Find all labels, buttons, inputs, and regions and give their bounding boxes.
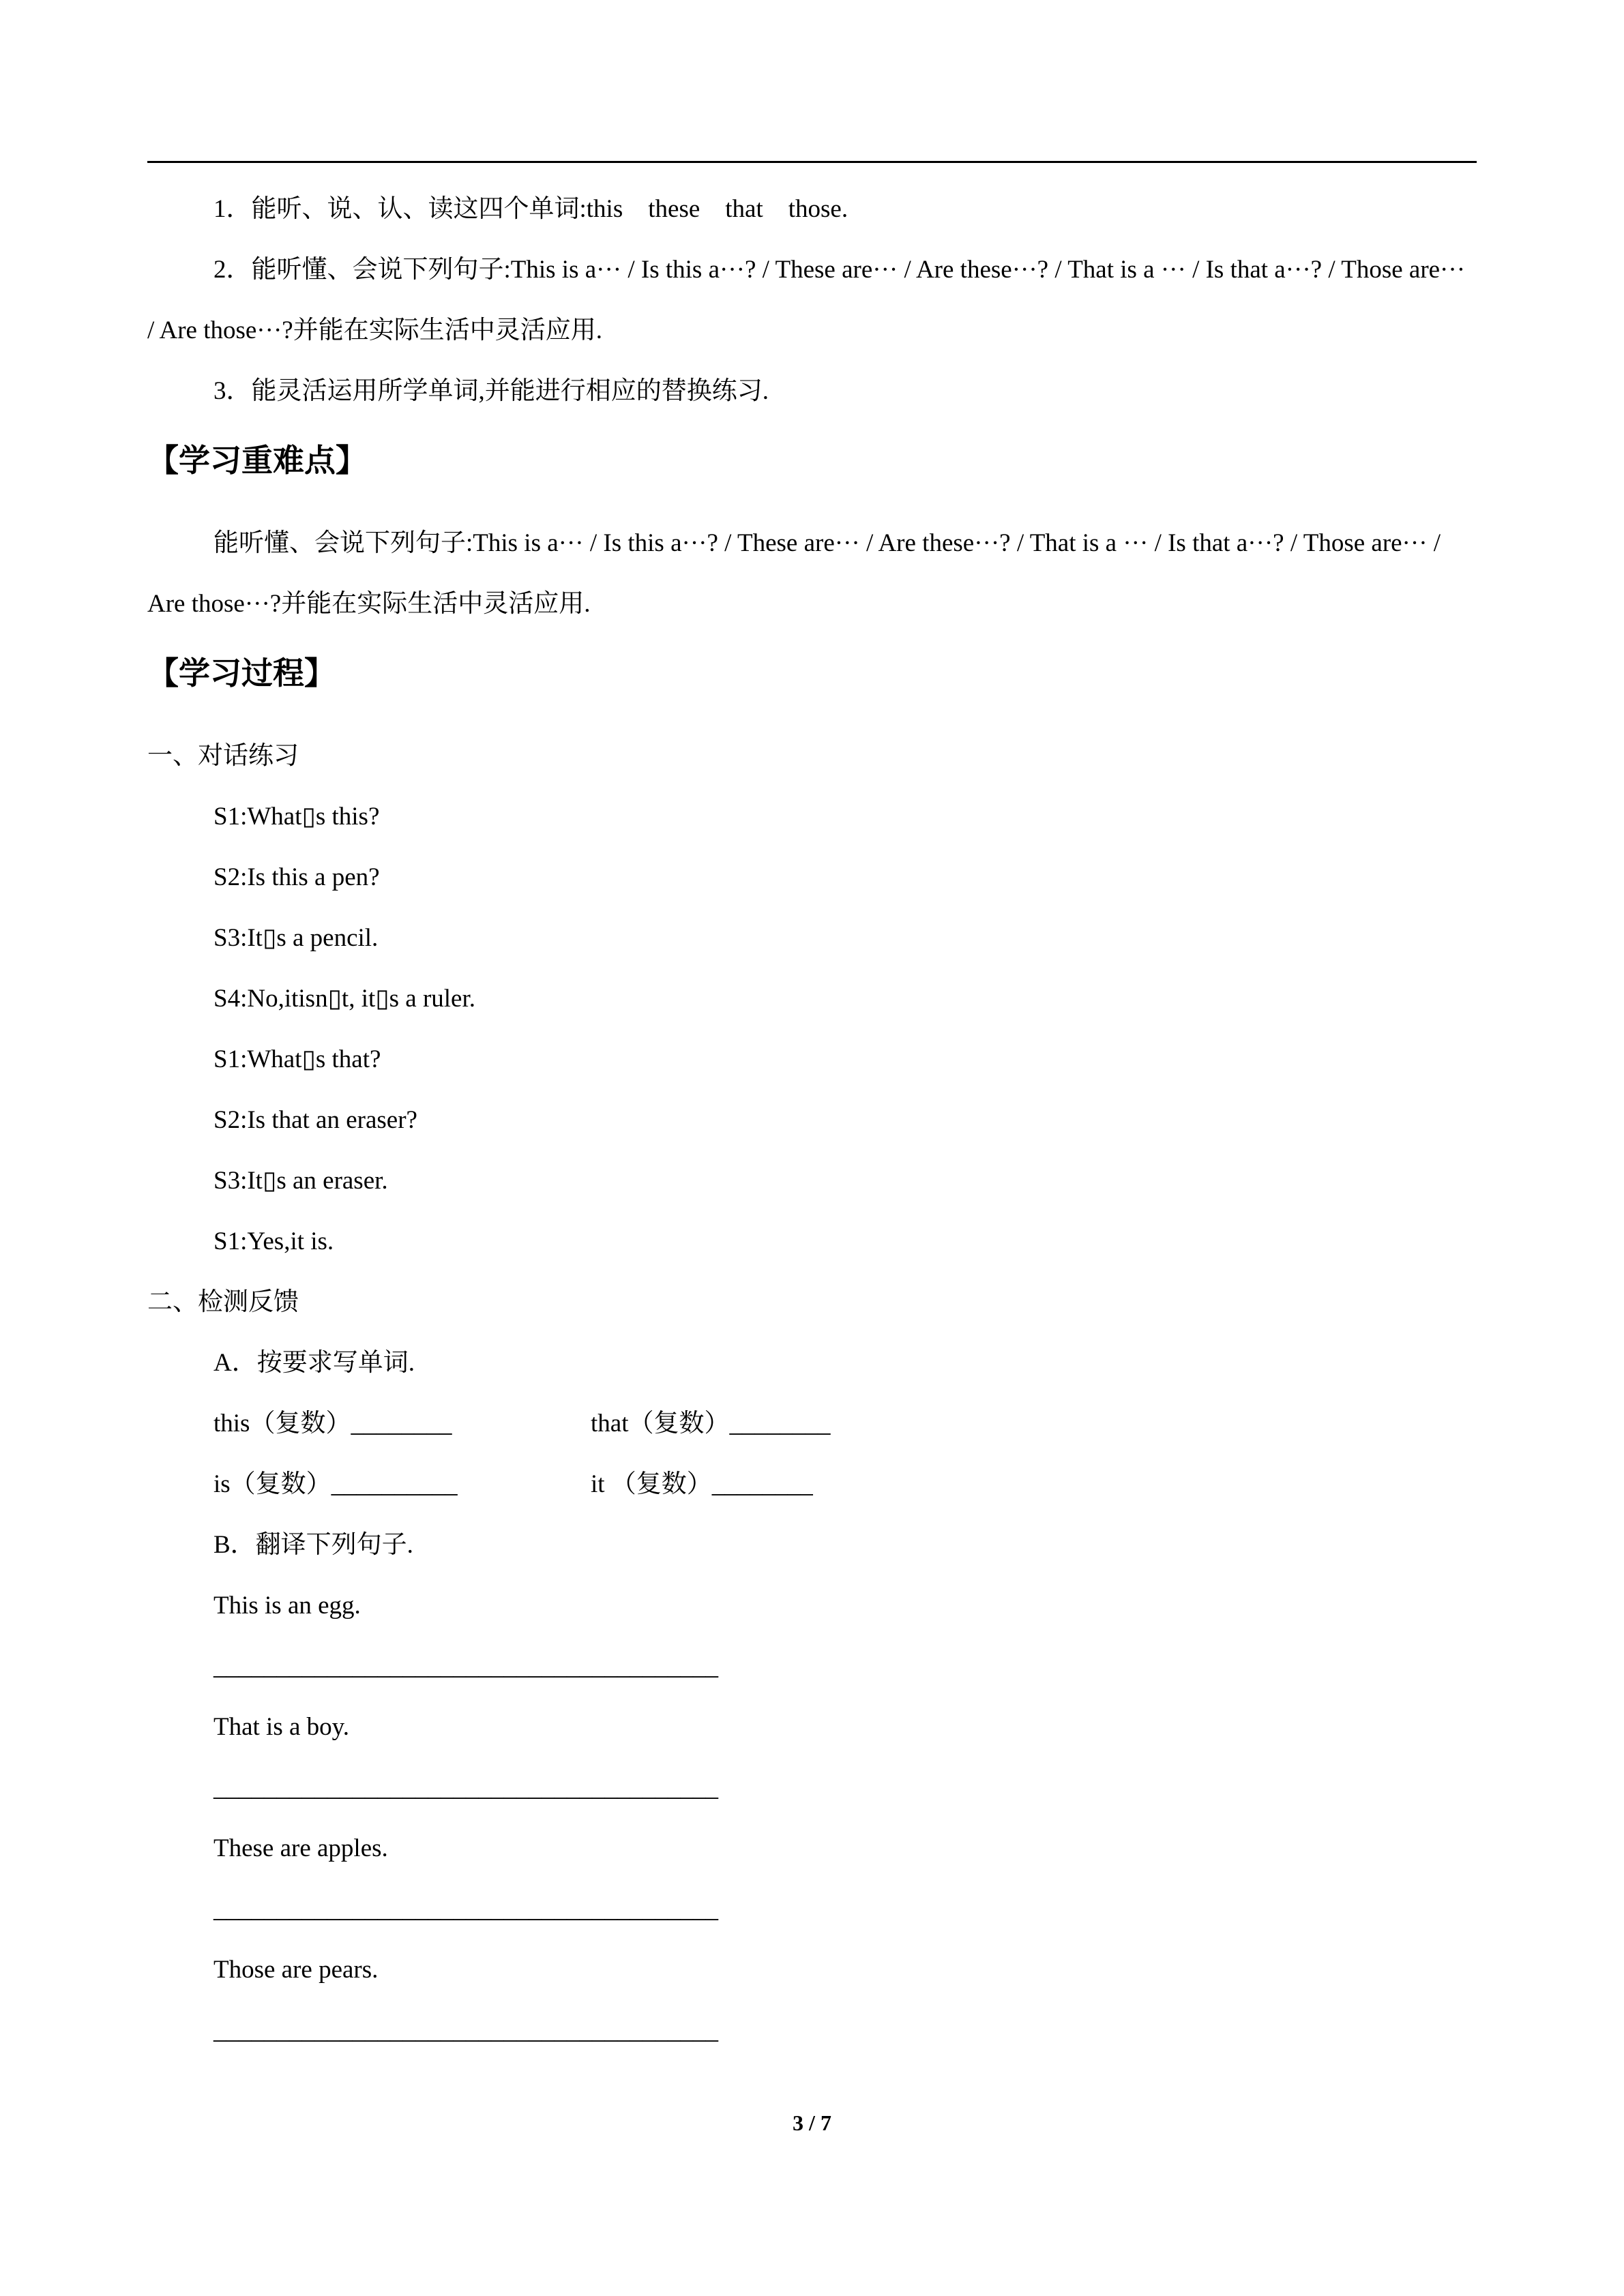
test-section-heading: 二、检测反馈 [147,1288,299,1316]
key-points-body: 能听懂、会说下列句子:This is a··· / Is this a···? / These are··· / Are these···? / That is a ··· / Is that a···? / Those are··· / Are those···?并能在实际生活中灵活应用. [147,529,1441,618]
answer-blank: ________________________________________ [213,1895,718,1923]
objective-item-3: 3．能灵活运用所学单词,并能进行相应的替换练习. [213,377,769,405]
objective-item-1: 1．能听、说、认、读这四个单词:this these that those. [213,195,848,223]
word-blank-row [213,1393,1477,1454]
objective-item-2: 2．能听懂、会说下列句子:This is a··· / Is this a···? / These are··· / Are these···? / That is a ··· / Is that a···? / Those are··· / Are those···?并能在实际生活中灵活应用. [147,256,1466,344]
word-blank-left: this（复数）________ [213,1410,452,1437]
header-rule [147,161,1477,163]
translation-sentence: That is a boy. [213,1713,350,1741]
dialogue-line: S2:Is this a pen? [213,863,380,891]
dialogue-line: S1:What▯s this? [213,803,380,831]
answer-blank: ________________________________________ [213,2016,718,2044]
answer-blank: ________________________________________ [213,1774,718,1802]
section-heading-key-points: 【学习重难点】 [147,443,367,478]
word-blank-row [213,1454,1477,1515]
dialogue-section-heading: 一、对话练习 [147,742,299,770]
translation-sentence: This is an egg. [213,1592,361,1620]
task-a-label: A．按要求写单词. [213,1349,415,1377]
page-number: 3 / 7 [793,2111,831,2135]
word-blank-right: that（复数）________ [591,1410,831,1437]
word-blank-right: it （复数）________ [591,1470,813,1498]
answer-blank: ________________________________________ [213,1652,718,1680]
translation-sentence: Those are pears. [213,1956,379,1984]
dialogue-line: S2:Is that an eraser? [213,1106,417,1134]
page-content [147,179,1477,2061]
task-b-label: B．翻译下列句子. [213,1531,413,1559]
dialogue-line: S3:It▯s an eraser. [213,1167,388,1195]
dialogue-line: S1:What▯s that? [213,1045,381,1073]
translation-sentence: These are apples. [213,1834,388,1862]
dialogue-line: S3:It▯s a pencil. [213,924,379,952]
dialogue-line: S4:No,itisn▯t, it▯s a ruler. [213,985,476,1013]
word-blank-left: is（复数）__________ [213,1470,458,1498]
dialogue-line: S1:Yes,it is. [213,1227,334,1255]
section-heading-process: 【学习过程】 [147,656,336,691]
